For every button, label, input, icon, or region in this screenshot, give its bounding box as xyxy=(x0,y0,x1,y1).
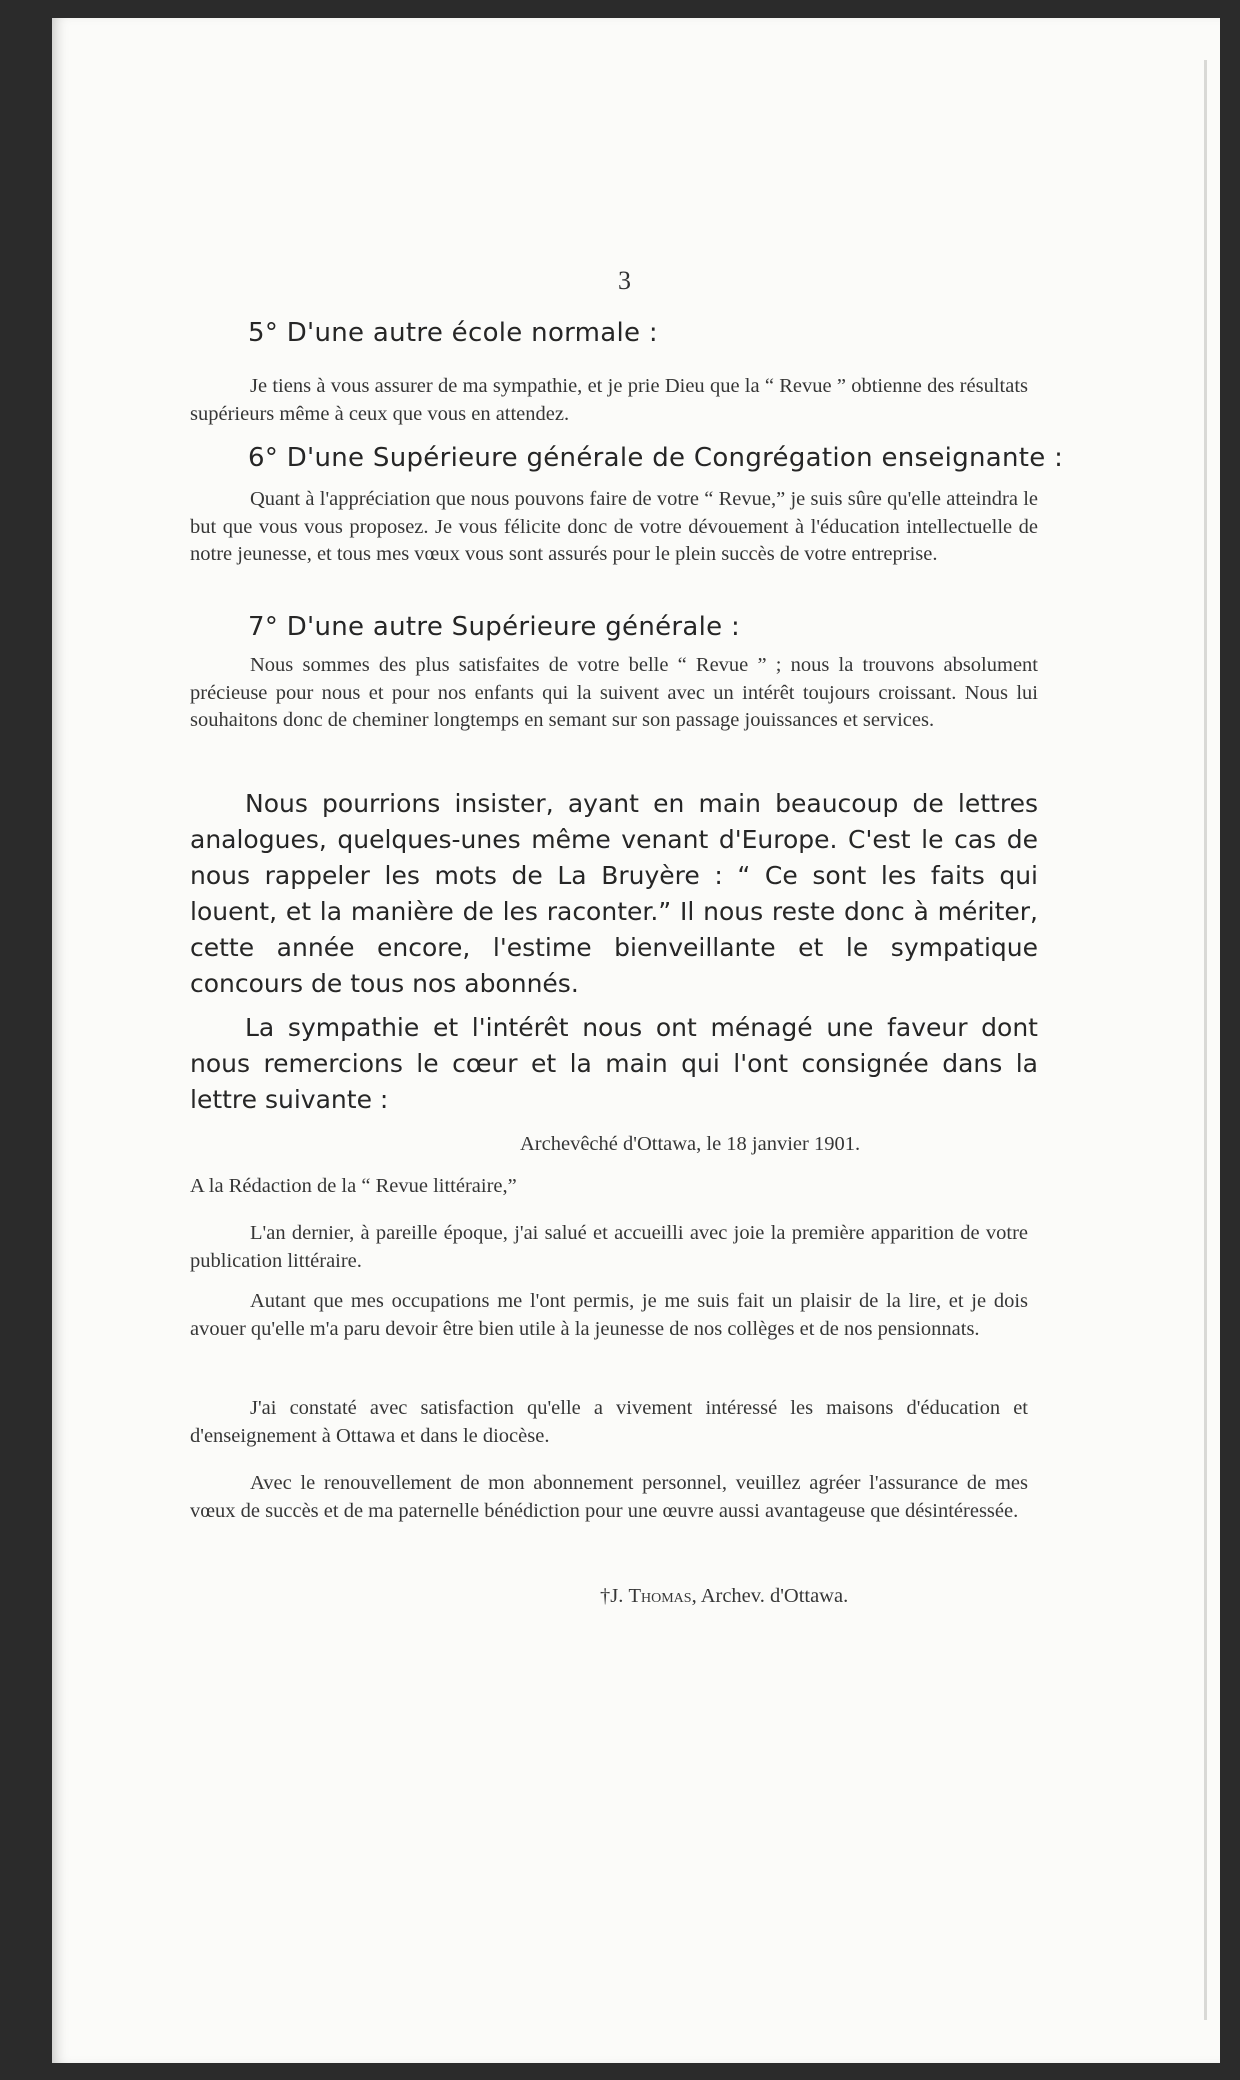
letter-salutation: A la Rédaction de la “ Revue littéraire,” xyxy=(190,1175,517,1197)
section-text-7: Nous sommes des plus satisfaites de votre belle “ Revue ” ; nous la trouvons absolument précieuse pour nous et pour nos enfants qui la suivent avec un intérêt toujours croissant. Nous lui souhaitons donc de cheminer longtemps en semant sur son passage jouissances et services. xyxy=(190,654,1038,731)
section-text-5: Je tiens à vous assurer de ma sympathie, et je prie Dieu que la “ Revue ” obtienne des résultats supérieurs même à ceux que vous en attendez. xyxy=(190,375,1028,425)
main-paragraph-1 xyxy=(190,786,1038,1002)
signature-name: Thomas xyxy=(628,1585,692,1607)
section-body-6 xyxy=(190,486,1038,569)
page-number: 3 xyxy=(618,266,631,295)
letter-dateline: Archevêché d'Ottawa, le 18 janvier 1901. xyxy=(520,1133,861,1155)
section-heading-7: 7° D'une autre Supérieure générale : xyxy=(248,612,741,642)
letter-paragraph-4 xyxy=(190,1470,1028,1525)
signature-prefix: †J. xyxy=(600,1585,629,1607)
signature-suffix: , Archev. d'Ottawa. xyxy=(691,1585,849,1607)
section-heading-5: 5° D'une autre école normale : xyxy=(248,318,658,348)
letter-paragraph-2 xyxy=(190,1288,1028,1343)
letter-paragraph-3 xyxy=(190,1395,1028,1450)
letter-text-1: L'an dernier, à pareille époque, j'ai salué et accueilli avec joie la première apparition de votre publication littéraire. xyxy=(190,1222,1028,1272)
main-text-2: La sympathie et l'intérêt nous ont ménagé une faveur dont nous remercions le cœur et la main qui l'ont consignée dans la lettre suivante : xyxy=(190,1013,1038,1114)
section-heading-6: 6° D'une Supérieure générale de Congrégation enseignante : xyxy=(248,443,1064,473)
section-text-6: Quant à l'appréciation que nous pouvons faire de votre “ Revue,” je suis sûre qu'elle atteindra le but que vous vous proposez. Je vous félicite donc de votre dévouement à l'éducation intellectuelle de notre jeunesse, et tous mes vœux vous sont assurés pour le plein succès de votre entreprise. xyxy=(190,488,1038,565)
letter-text-4: Avec le renouvellement de mon abonnement personnel, veuillez agréer l'assurance de mes vœux de succès et de ma paternelle bénédiction pour une œuvre aussi avantageuse que désintéressée. xyxy=(190,1472,1028,1522)
main-paragraph-2 xyxy=(190,1010,1038,1118)
letter-paragraph-1 xyxy=(190,1220,1028,1275)
letter-text-2: Autant que mes occupations me l'ont permis, je me suis fait un plaisir de la lire, et je dois avouer qu'elle m'a paru devoir être bien utile à la jeunesse de nos collèges et de nos pensionnats. xyxy=(190,1290,1028,1340)
letter-signature xyxy=(600,1585,848,1608)
letter-text-3: J'ai constaté avec satisfaction qu'elle a vivement intéressé les maisons d'éducation et d'enseignement à Ottawa et dans le diocèse. xyxy=(190,1397,1028,1447)
section-body-5 xyxy=(190,373,1028,428)
main-text-1: Nous pourrions insister, ayant en main beaucoup de lettres analogues, quelques-unes même venant d'Europe. C'est le cas de nous rappeler les mots de La Bruyère : “ Ce sont les faits qui louent, et la manière de les raconter.” Il nous reste donc à mériter, cette année encore, l'estime bienveillante et le sympatique concours de tous nos abonnés. xyxy=(190,789,1038,998)
page-edge xyxy=(1204,60,1207,2020)
section-body-7 xyxy=(190,652,1038,735)
